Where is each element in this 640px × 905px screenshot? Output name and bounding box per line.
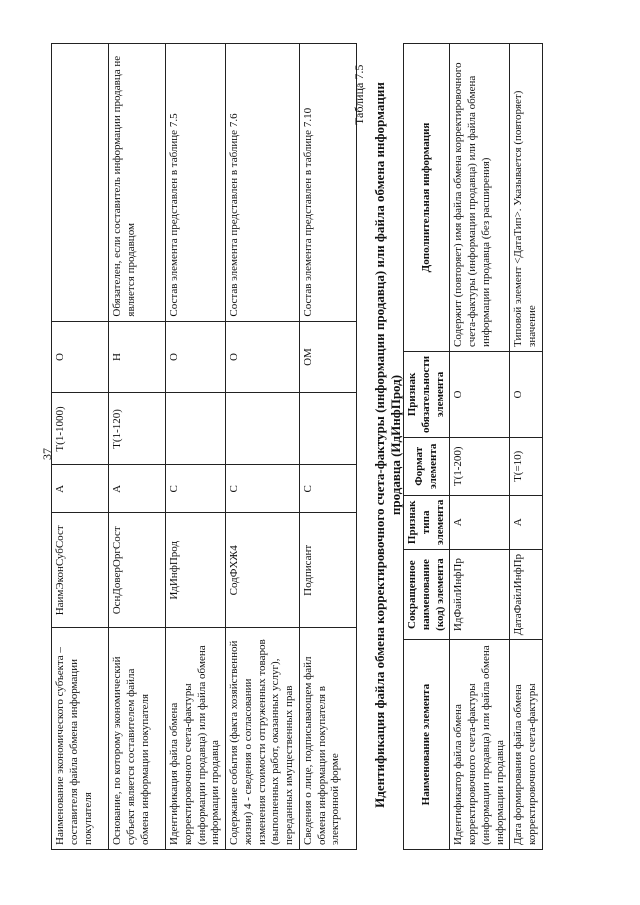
table-cell: Содержит (повторяет) имя файла обмена корректировочного счета-фактуры (информации продавца) или файла обмена информации продавца (без расширения) (450, 44, 510, 352)
table-cell: Основание, по которому экономический субъект является составителем файла обмена информации покупателя (109, 628, 166, 850)
column-header: Сокращенное наименование (код) элемента (404, 549, 450, 639)
table-7-5-body (450, 44, 543, 850)
table-cell: НаимЭконСубСост (52, 513, 109, 628)
table-cell: А (450, 495, 510, 549)
table-cell: Состав элемента представлен в таблице 7.6 (226, 44, 300, 322)
table-cell: ОМ (299, 321, 356, 393)
table-cell: О (52, 321, 109, 393)
table-row (299, 44, 356, 850)
table-cell: О (226, 321, 300, 393)
table-cell: СодФХЖ4 (226, 513, 300, 628)
table-cell: Состав элемента представлен в таблице 7.5 (166, 44, 226, 322)
continued-table-body (52, 44, 357, 850)
table-cell: Содержание события (факта хозяйственной жизни) 4 - сведения о согласовании изменения стоимости отгруженных товаров (выполненных работ, оказанных услуг), переданных имущественных прав (226, 628, 300, 850)
table-cell (166, 393, 226, 465)
table-cell (226, 393, 300, 465)
continued-table (51, 43, 357, 850)
table-cell: Обязателен, если составитель информации продавца не является продавцом (109, 44, 166, 322)
column-header: Наименование элемента (404, 640, 450, 850)
table-cell (52, 44, 109, 322)
table-cell: ДатаФайлИнфПр (510, 549, 543, 639)
table-cell: Подписант (299, 513, 356, 628)
table-cell: Т(1-120) (109, 393, 166, 465)
table-cell: О (510, 351, 543, 437)
table-header-row (404, 44, 450, 850)
column-header: Признак обязательности элемента (404, 351, 450, 437)
table-cell: С (299, 465, 356, 513)
table-cell: Идентификация файла обмена корректировочного счета-фактуры (информации продавца) или файла обмена информации продавца (166, 628, 226, 850)
table-row (226, 44, 300, 850)
table-cell: ОснДоверОргСост (109, 513, 166, 628)
table-cell: Дата формирования файла обмена корректировочного счета-фактуры (510, 640, 543, 850)
page-number: 37 (40, 448, 54, 460)
table-cell: О (450, 351, 510, 437)
table-cell (299, 393, 356, 465)
column-header: Дополнительная информация (404, 44, 450, 352)
table-title: Идентификация файла обмена корректировочного счета-фактуры (информации продавца) или файла обмена информации продавца (ИдИнфПрод) (372, 82, 403, 808)
column-header: Формат элемента (404, 437, 450, 495)
table-cell: Идентификатор файла обмена корректировочного счета-фактуры (информации продавца) или файла обмена информации продавца (450, 640, 510, 850)
table-reference: Таблица 7.5 (352, 64, 366, 125)
table-row (510, 44, 543, 850)
table-row (450, 44, 510, 850)
table-cell: Н (109, 321, 166, 393)
table-row (109, 44, 166, 850)
table-cell: Т(1-1000) (52, 393, 109, 465)
table-cell: А (109, 465, 166, 513)
table-row (52, 44, 109, 850)
table-cell: Состав элемента представлен в таблице 7.10 (299, 44, 356, 322)
table-cell: А (510, 495, 543, 549)
table-cell: С (166, 465, 226, 513)
column-header: Признак типа элемента (404, 495, 450, 549)
table-7-5 (403, 43, 543, 850)
table-cell: А (52, 465, 109, 513)
table-row (166, 44, 226, 850)
table-cell: ИдФайлИнфПр (450, 549, 510, 639)
table-cell: С (226, 465, 300, 513)
table-cell: Т(1-200) (450, 437, 510, 495)
table-cell: О (166, 321, 226, 393)
table-cell: Типовой элемент <ДатаТип>. Указывается (повторяет) значение (510, 44, 543, 352)
table-cell: Наименование экономического субъекта – составителя файла обмена информации покупателя (52, 628, 109, 850)
table-cell: ИдИнфПрод (166, 513, 226, 628)
table-cell: Т(=10) (510, 437, 543, 495)
table-cell: Сведения о лице, подписывающем файл обмена информации покупателя в электронной форме (299, 628, 356, 850)
